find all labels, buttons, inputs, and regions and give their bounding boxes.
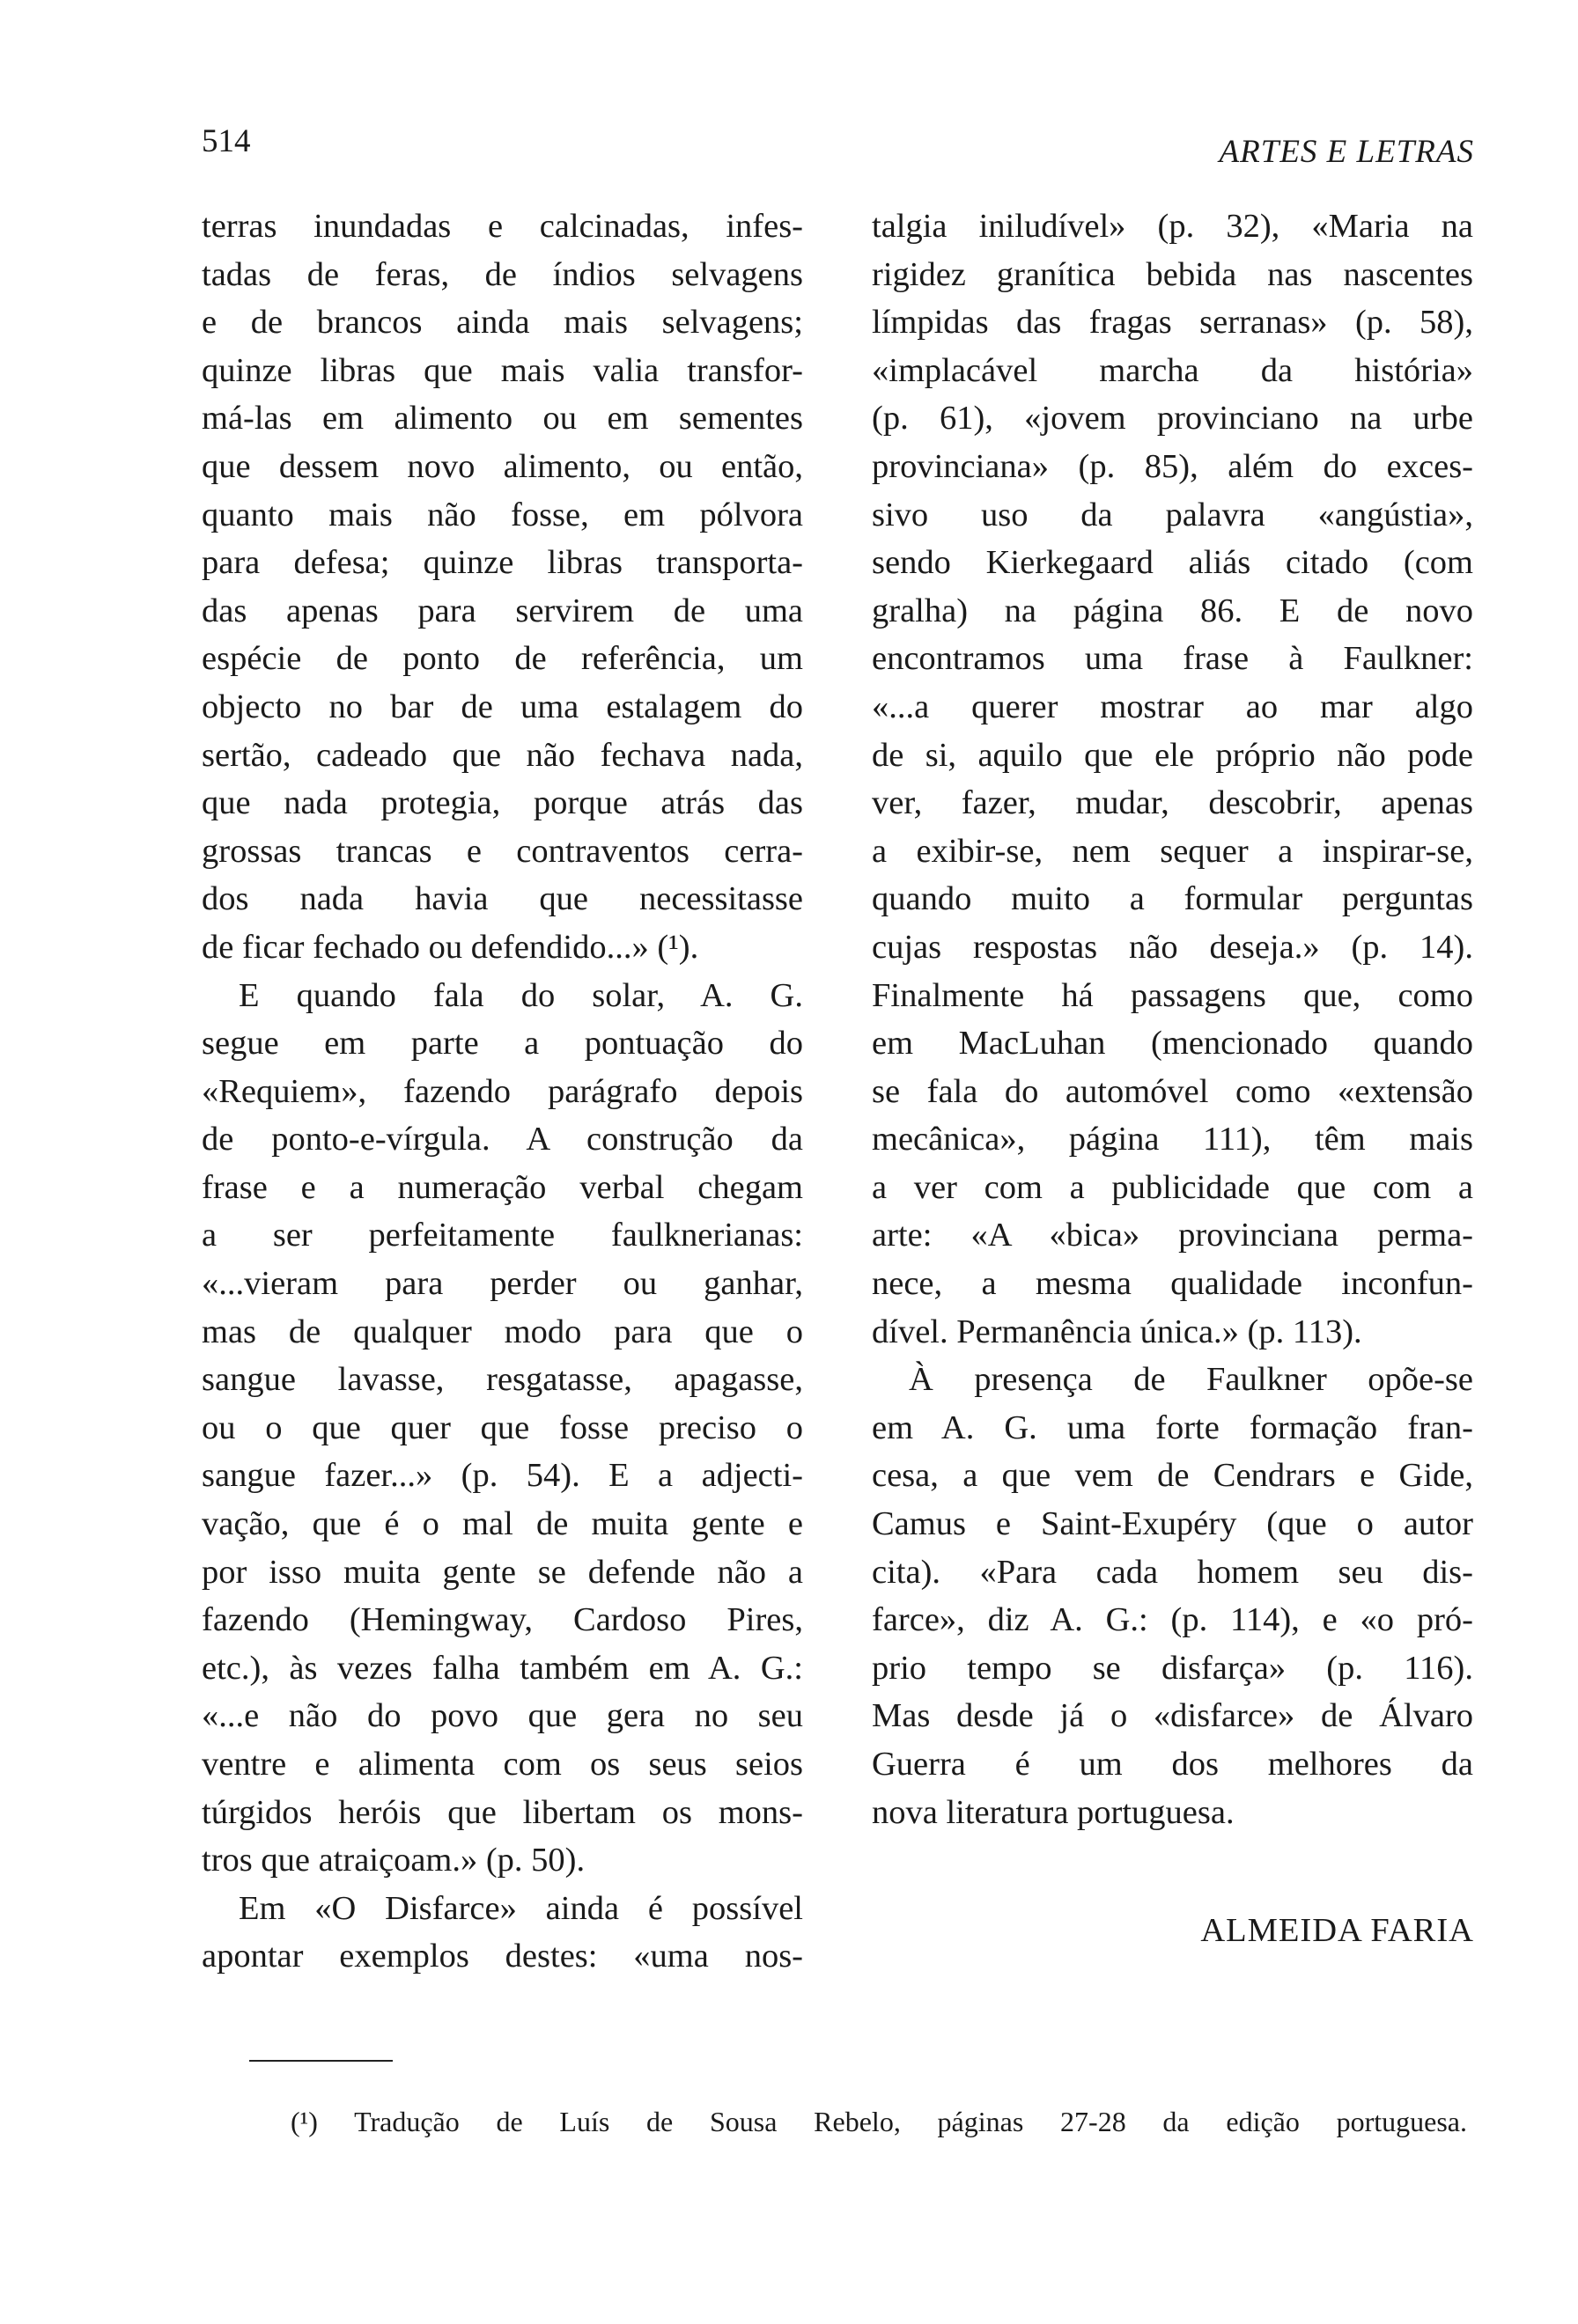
text-line: de ficar fechado ou defendido...» (¹). — [202, 928, 699, 966]
text-line: vação, que é o mal de muita gente e — [202, 1505, 803, 1543]
text-line: dível. Permanência única.» (p. 113). — [872, 1313, 1362, 1350]
text-line: de ponto-e-vírgula. A construção da — [202, 1121, 803, 1158]
text-line: de si, aquilo que ele próprio não pode — [872, 736, 1473, 774]
text-line: objecto no bar de uma estalagem do — [202, 688, 803, 725]
text-line: túrgidos heróis que libertam os mons- — [202, 1793, 803, 1831]
text-line: tros que atraiçoam.» (p. 50). — [202, 1842, 586, 1879]
text-line: nece, a mesma qualidade inconfun- — [872, 1265, 1473, 1303]
text-line: ver, fazer, mudar, descobrir, apenas — [872, 784, 1473, 822]
text-line: grossas trancas e contraventos cerra- — [202, 832, 803, 870]
text-line: sangue fazer...» (p. 54). E a adjecti- — [202, 1457, 803, 1495]
text-line: sivo uso da palavra «angústia», — [872, 496, 1473, 533]
footnote-divider — [249, 2060, 393, 2062]
text-line: Mas desde já o «disfarce» de Álvaro — [872, 1697, 1473, 1735]
text-line: (p. 61), «jovem provinciano na urbe — [872, 400, 1473, 438]
text-line: que nada protegia, porque atrás das — [202, 784, 803, 822]
text-line: farce», diz A. G.: (p. 114), e «o pró- — [872, 1601, 1473, 1639]
left-column — [202, 202, 803, 1981]
text-line: por isso muita gente se defende não a — [202, 1553, 803, 1591]
text-line: «implacável marcha da história» — [872, 351, 1473, 389]
text-line: À presença de Faulkner opõe-se — [909, 1361, 1473, 1399]
text-line: má-las em alimento ou em sementes — [202, 400, 803, 438]
text-line: a ver com a publicidade que com a — [872, 1168, 1473, 1206]
text-line: «Requiem», fazendo parágrafo depois — [202, 1072, 803, 1110]
text-line: prio tempo se disfarça» (p. 116). — [872, 1649, 1473, 1687]
text-line: talgia iniludível» (p. 32), «Maria na — [872, 208, 1473, 245]
text-line: rigidez granítica bebida nas nascentes — [872, 255, 1473, 293]
text-line: em MacLuhan (mencionado quando — [872, 1025, 1473, 1063]
text-line: gralha) na página 86. E de novo — [872, 592, 1473, 629]
text-line: espécie de ponto de referência, um — [202, 640, 803, 678]
text-line: nova literatura portuguesa. — [872, 1793, 1235, 1831]
text-line: provinciana» (p. 85), além do exces- — [872, 447, 1473, 485]
text-line: encontramos uma frase à Faulkner: — [872, 640, 1473, 678]
text-line: apontar exemplos destes: «uma nos- — [202, 1938, 803, 1975]
text-line: quando muito a formular perguntas — [872, 880, 1473, 918]
author-signature: ALMEIDA FARIA — [1200, 1912, 1474, 1949]
text-line: límpidas das fragas serranas» (p. 58), — [872, 304, 1473, 342]
text-line: para defesa; quinze libras transporta- — [202, 544, 803, 582]
text-line: Camus e Saint-Exupéry (que o autor — [872, 1505, 1473, 1543]
text-line: Guerra é um dos melhores da — [872, 1746, 1473, 1783]
text-line: arte: «A «bica» provinciana perma- — [872, 1217, 1473, 1254]
text-line: dos nada havia que necessitasse — [202, 880, 803, 918]
text-line: mas de qualquer modo para que o — [202, 1313, 803, 1350]
text-line: segue em parte a pontuação do — [202, 1025, 803, 1063]
text-line: que dessem novo alimento, ou então, — [202, 447, 803, 485]
footnote: (¹) Tradução de Luís de Sousa Rebelo, páginas 27-28 da edição portuguesa. — [291, 2106, 1467, 2137]
text-line: em A. G. uma forte formação fran- — [872, 1408, 1473, 1446]
page-number: 514 — [202, 123, 251, 159]
text-line: sangue lavasse, resgatasse, apagasse, — [202, 1361, 803, 1399]
text-line: Finalmente há passagens que, como — [872, 976, 1473, 1014]
text-line: E quando fala do solar, A. G. — [239, 976, 803, 1014]
running-header: ARTES E LETRAS — [1219, 134, 1474, 170]
text-line: sertão, cadeado que não fechava nada, — [202, 736, 803, 774]
text-line: ventre e alimenta com os seus seios — [202, 1746, 803, 1783]
text-line: terras inundadas e calcinadas, infes- — [202, 208, 803, 245]
text-line: ou o que quer que fosse preciso o — [202, 1408, 803, 1446]
text-line: cesa, a que vem de Cendrars e Gide, — [872, 1457, 1473, 1495]
text-line: sendo Kierkegaard aliás citado (com — [872, 544, 1473, 582]
text-line: Em «O Disfarce» ainda é possível — [239, 1889, 803, 1927]
text-line: frase e a numeração verbal chegam — [202, 1168, 803, 1206]
text-line: se fala do automóvel como «extensão — [872, 1072, 1473, 1110]
text-line: fazendo (Hemingway, Cardoso Pires, — [202, 1601, 803, 1639]
text-line: tadas de feras, de índios selvagens — [202, 255, 803, 293]
text-line: cita). «Para cada homem seu dis- — [872, 1553, 1473, 1591]
right-column — [872, 202, 1473, 1836]
text-line: cujas respostas não deseja.» (p. 14). — [872, 928, 1473, 966]
text-line: e de brancos ainda mais selvagens; — [202, 304, 803, 342]
text-line: quinze libras que mais valia transfor- — [202, 351, 803, 389]
text-line: a ser perfeitamente faulknerianas: — [202, 1217, 803, 1254]
text-line: mecânica», página 111), têm mais — [872, 1121, 1473, 1158]
text-line: das apenas para servirem de uma — [202, 592, 803, 629]
text-line: a exibir-se, nem sequer a inspirar-se, — [872, 832, 1473, 870]
text-line: quanto mais não fosse, em pólvora — [202, 496, 803, 533]
text-line: «...e não do povo que gera no seu — [202, 1697, 803, 1735]
text-line: «...a querer mostrar ao mar algo — [872, 688, 1473, 725]
text-line: «...vieram para perder ou ganhar, — [202, 1265, 803, 1303]
text-line: etc.), às vezes falha também em A. G.: — [202, 1649, 803, 1687]
